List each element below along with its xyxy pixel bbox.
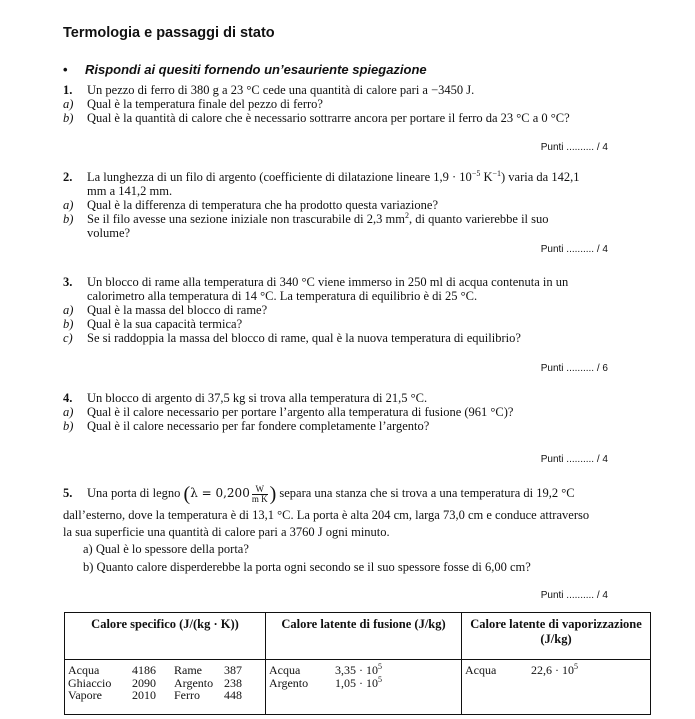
question-text-cont: calorimetro alla temperatura di 14 °C. La temperatura di equilibrio è di 25 °C. xyxy=(87,289,478,303)
vaporization-heat-value: $22,6 \cdot 10^5$ xyxy=(531,662,578,677)
question-number: 1. xyxy=(63,83,73,97)
fusion-heat-cell xyxy=(266,660,462,715)
sub-question-b: Qual è il calore necessario per far fondere completamente l’argento? xyxy=(87,419,430,433)
question-4 xyxy=(63,391,618,433)
sub-label: b) xyxy=(63,111,74,125)
question-number: 3. xyxy=(63,275,73,289)
specific-heat-value: 387 xyxy=(224,663,242,677)
material-name: Acqua xyxy=(269,663,301,677)
question-number: 4. xyxy=(63,391,73,405)
score-field[interactable]: Punti .......... / 4 xyxy=(540,142,608,153)
question-text: Un pezzo di ferro di 380 g a 23 °C cede una quantità di calore pari a −3450 J. xyxy=(87,83,475,97)
table-header: Calore latente di vaporizzazione (J/kg) xyxy=(462,613,651,660)
sub-question-b: Qual è la sua capacità termica? xyxy=(87,317,243,331)
sub-label: a) xyxy=(63,405,74,419)
vaporization-heat-cell xyxy=(462,660,651,715)
question-text: Un blocco di rame alla temperatura di 340 °C viene immerso in 250 ml di acqua contenuta in un xyxy=(87,275,569,289)
specific-heat-value: 2090 xyxy=(132,675,156,690)
specific-heat-value: 238 xyxy=(224,675,242,690)
question-3 xyxy=(63,275,618,345)
question-2 xyxy=(63,170,618,240)
question-text: Una porta di legno (λ = 0,200 $\frac{W}{\text{m K}}$ ) separa una stanza che si trova a una temperatura di 19,2 °C xyxy=(87,483,575,506)
sub-question-a: Qual è la temperatura finale del pezzo di ferro? xyxy=(87,97,323,111)
material-name: Rame xyxy=(174,663,202,677)
page-title: Termologia e passaggi di stato xyxy=(63,25,275,41)
question-text-cont: dall’esterno, dove la temperatura è di 13,1 °C. La porta è alta 204 cm, larga 73,0 cm e conduce attraverso xyxy=(63,508,590,522)
material-name: Acqua xyxy=(465,663,497,677)
instruction xyxy=(63,62,427,77)
question-1 xyxy=(63,83,618,125)
sub-question-b-cont: volume? xyxy=(87,226,131,240)
specific-heat-value: 448 xyxy=(224,688,242,702)
table-header: Calore latente di fusione (J/kg) xyxy=(266,613,462,660)
question-text-cont: la sua superficie una quantità di calore pari a 3760 J ogni minuto. xyxy=(63,525,390,539)
material-name: Acqua xyxy=(68,663,100,677)
constants-table xyxy=(64,612,651,715)
material-name: Ferro xyxy=(174,688,200,702)
question-text: La lunghezza di un filo di argento (coefficiente di dilatazione lineare $1,9 \cdot 10^{-5}$ $K^{-1}$) varia da 142,1 xyxy=(87,168,580,184)
sub-label: a) xyxy=(63,198,74,212)
specific-heat-value: 4186 xyxy=(132,663,156,677)
question-number: 5. xyxy=(63,486,73,500)
sub-question-a: Qual è il calore necessario per portare l’argento alla temperatura di fusione (961 °C)? xyxy=(87,405,514,419)
sub-label: a) xyxy=(63,97,74,111)
sub-question-b: Se il filo avesse una sezione iniziale non trascurabile di 2,3 $mm^2$, di quanto varierebbe il suo xyxy=(87,210,549,226)
specific-heat-cell xyxy=(65,660,266,715)
sub-question-a: a) Qual è lo spessore della porta? xyxy=(83,542,249,556)
question-text-cont: mm a 141,2 mm. xyxy=(87,184,173,198)
question-text: Un blocco di argento di 37,5 kg si trova alla temperatura di 21,5 °C. xyxy=(87,391,428,405)
score-field[interactable]: Punti .......... / 4 xyxy=(540,590,608,601)
sub-question-b: b) Quanto calore disperderebbe la porta ogni secondo se il suo spessore fosse di 6,00 cm? xyxy=(83,560,531,574)
fusion-heat-value: $1,05 \cdot 10^5$ xyxy=(335,674,382,690)
sub-label: b) xyxy=(63,212,74,226)
sub-question-b: Qual è la quantità di calore che è necessario sottrarre ancora per portare il ferro da 23 °C a 0 °C? xyxy=(87,111,570,125)
score-field[interactable]: Punti .......... / 4 xyxy=(540,454,608,465)
material-name: Argento xyxy=(269,675,309,690)
sub-label: b) xyxy=(63,317,74,331)
specific-heat-value: 2010 xyxy=(132,688,156,702)
bullet: • xyxy=(63,62,68,77)
sub-label: c) xyxy=(63,331,73,345)
sub-question-a: Qual è la differenza di temperatura che ha prodotto questa variazione? xyxy=(87,198,438,212)
instruction-text: Rispondi ai quesiti fornendo un’esauriente spiegazione xyxy=(85,62,427,77)
table-header: Calore specifico (J/(kg · K)) xyxy=(65,613,266,660)
material-name: Argento xyxy=(174,675,214,690)
sub-label: b) xyxy=(63,419,74,433)
material-name: Ghiaccio xyxy=(68,675,112,690)
material-name: Vapore xyxy=(68,688,102,702)
fusion-heat-value: $3,35 \cdot 10^5$ xyxy=(335,662,382,677)
score-field[interactable]: Punti .......... / 4 xyxy=(540,244,608,255)
sub-question-c: Se si raddoppia la massa del blocco di rame, qual è la nuova temperatura di equilibrio? xyxy=(87,331,521,345)
question-number: 2. xyxy=(63,170,73,184)
question-5 xyxy=(63,481,663,574)
score-field[interactable]: Punti .......... / 6 xyxy=(540,363,608,374)
sub-question-a: Qual è la massa del blocco di rame? xyxy=(87,303,268,317)
sub-label: a) xyxy=(63,303,74,317)
